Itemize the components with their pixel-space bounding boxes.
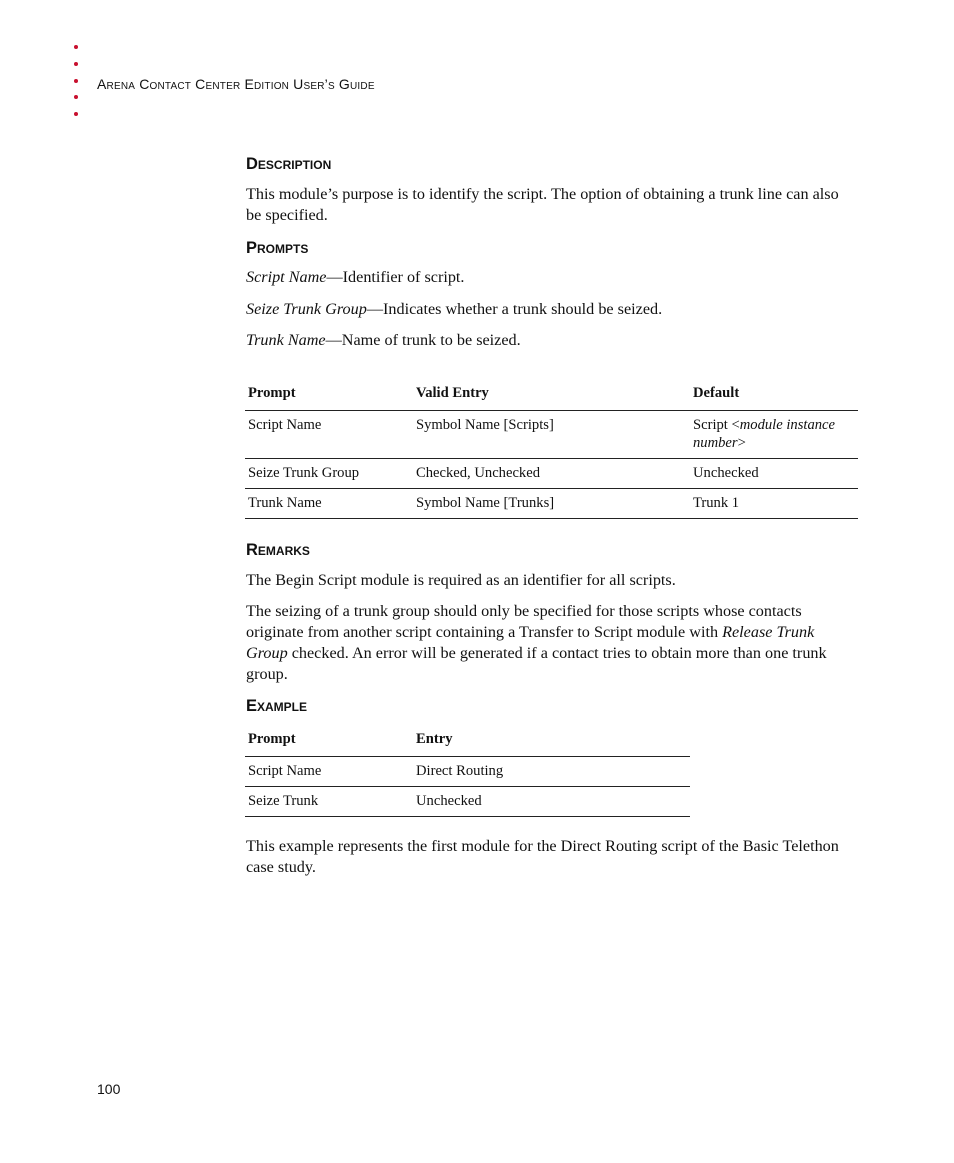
prompt-item xyxy=(246,267,858,288)
example-text: This example represents the first module for the Direct Routing script of the Basic Telethon case study. xyxy=(246,837,839,876)
table-cell: Script Name xyxy=(245,757,413,787)
prompts-heading: Prompts xyxy=(246,239,309,257)
prompts-table xyxy=(245,377,858,519)
bullet-dot xyxy=(74,45,78,49)
table-cell: Symbol Name [Trunks] xyxy=(413,489,690,519)
page-number: 100 xyxy=(97,1081,121,1097)
table-cell: Unchecked xyxy=(413,787,690,817)
default-prefix: Script < xyxy=(693,417,740,433)
example-heading: Example xyxy=(246,697,308,715)
table-header-row xyxy=(245,723,690,757)
prompt-item xyxy=(246,299,858,320)
bullet-dot xyxy=(74,112,78,116)
remarks-italic: Release Trunk Group xyxy=(246,623,815,662)
table-row xyxy=(245,757,690,787)
column-header: Default xyxy=(690,377,858,411)
prompt-dash: — xyxy=(326,268,343,286)
column-header: Prompt xyxy=(245,723,413,757)
bullet-dot xyxy=(74,62,78,66)
description-text: This module’s purpose is to identify the script. The option of obtaining a trunk line can also be specified. xyxy=(246,185,839,224)
table-cell xyxy=(690,459,858,489)
prompt-item xyxy=(246,330,858,351)
table-cell xyxy=(690,489,858,519)
table-row xyxy=(245,411,858,459)
table-header-row xyxy=(245,377,858,411)
prompt-dash: — xyxy=(325,331,342,349)
prompt-term: Script Name xyxy=(246,268,327,286)
table-cell: Script Name xyxy=(245,411,413,459)
table-row xyxy=(245,787,690,817)
example-table xyxy=(245,723,690,817)
prompt-desc: Identifier of script. xyxy=(342,268,465,286)
table-cell: Trunk Name xyxy=(245,489,413,519)
remarks-text: The Begin Script module is required as an identifier for all scripts. xyxy=(246,571,676,589)
column-header: Prompt xyxy=(245,377,413,411)
remarks-text-part: checked. An error will be generated if a contact tries to obtain more than one trunk group. xyxy=(246,644,827,683)
table-cell: Direct Routing xyxy=(413,757,690,787)
margin-bullets xyxy=(74,45,78,129)
table-row xyxy=(245,459,858,489)
table-cell: Symbol Name [Scripts] xyxy=(413,411,690,459)
remarks-text xyxy=(246,601,858,685)
running-header: Arena Contact Center Edition User’s Guide xyxy=(97,76,375,92)
prompt-desc: Indicates whether a trunk should be seized. xyxy=(383,300,663,318)
bullet-dot xyxy=(74,95,78,99)
default-prefix: Unchecked xyxy=(693,465,759,481)
prompt-term: Seize Trunk Group xyxy=(246,300,367,318)
column-header: Entry xyxy=(413,723,690,757)
remarks-heading: Remarks xyxy=(246,541,310,559)
table-row xyxy=(245,489,858,519)
remarks-text-part: The seizing of a trunk group should only be specified for those scripts whose contacts originate from another script containing a Transfer to Script module with xyxy=(246,602,802,641)
prompt-dash: — xyxy=(366,300,383,318)
prompt-desc: Name of trunk to be seized. xyxy=(341,331,521,349)
table-cell: Checked, Unchecked xyxy=(413,459,690,489)
description-heading: Description xyxy=(246,155,332,173)
table-cell xyxy=(690,411,858,459)
bullet-dot xyxy=(74,79,78,83)
default-italic: module instance number xyxy=(693,417,835,451)
prompt-term: Trunk Name xyxy=(246,331,326,349)
default-suffix: > xyxy=(737,435,746,451)
table-cell: Seize Trunk Group xyxy=(245,459,413,489)
column-header: Valid Entry xyxy=(413,377,690,411)
default-prefix: Trunk 1 xyxy=(693,495,740,511)
table-cell: Seize Trunk xyxy=(245,787,413,817)
